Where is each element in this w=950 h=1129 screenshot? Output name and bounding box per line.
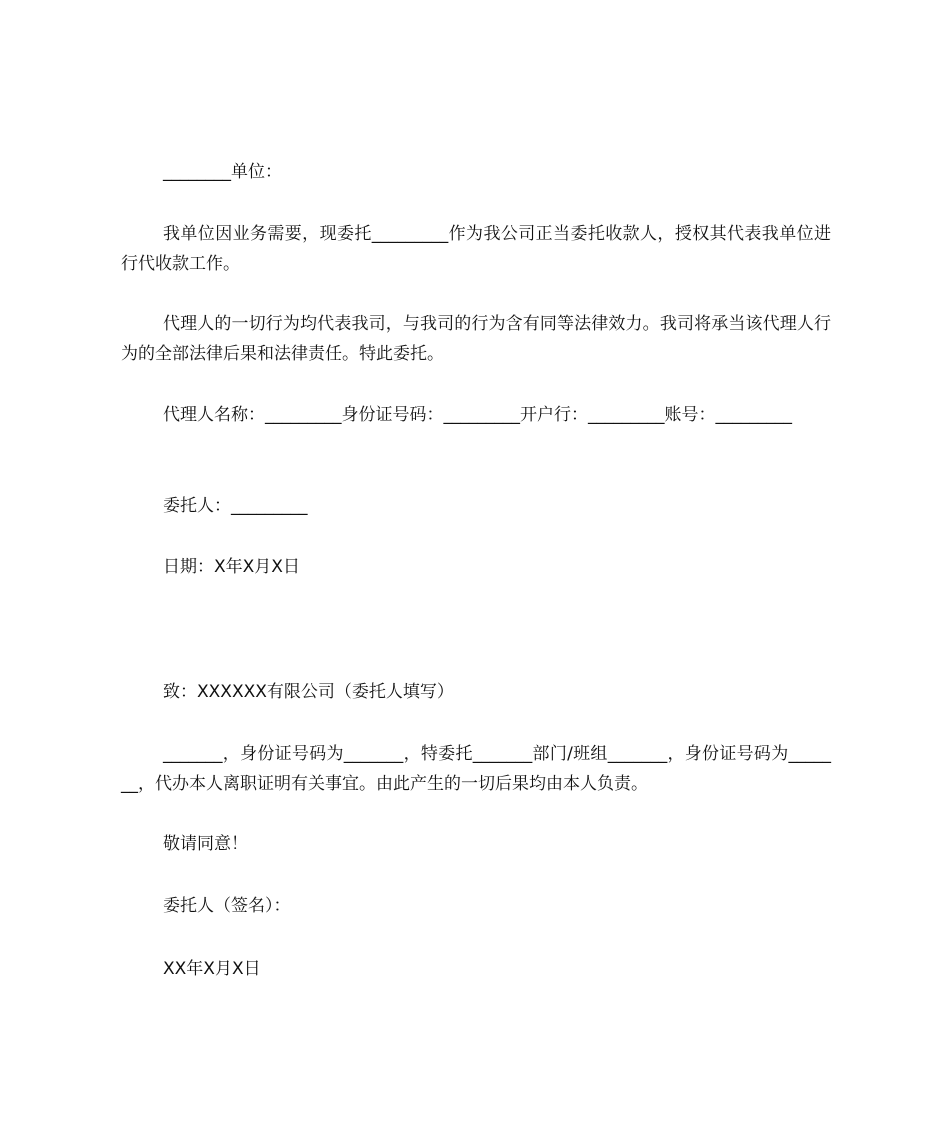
closing-date-line: XX年X月X日 xyxy=(163,959,261,979)
request-approval-line: 敬请同意！ xyxy=(163,834,248,854)
legal-effect-paragraph: 代理人的一切行为均代表我司，与我司的行为含有同等法律效力。我司将承当该代理人行为的全部法律后果和法律责任。特此委托。 xyxy=(121,314,831,364)
resignation-proxy-paragraph: _______，身份证号码为_______，特委托_______部门/班组_______，身份证号码为_______，代办本人离职证明有关事宜。由此产生的一切后果均由本人负责。 xyxy=(121,744,831,794)
principal-line: 委托人：_________ xyxy=(163,496,308,516)
recipient-line: 致：XXXXXX有限公司（委托人填写） xyxy=(163,682,454,702)
unit-salutation: ________单位： xyxy=(163,162,282,182)
date-line: 日期：X年X月X日 xyxy=(163,557,300,577)
authorization-paragraph: 我单位因业务需要，现委托_________作为我公司正当委托收款人，授权其代表我单位进行代收款工作。 xyxy=(121,224,831,274)
signature-line: 委托人（签名）： xyxy=(163,896,291,916)
agent-info-line: 代理人名称：_________身份证号码：_________开户行：_________账号：_________ xyxy=(163,405,792,425)
